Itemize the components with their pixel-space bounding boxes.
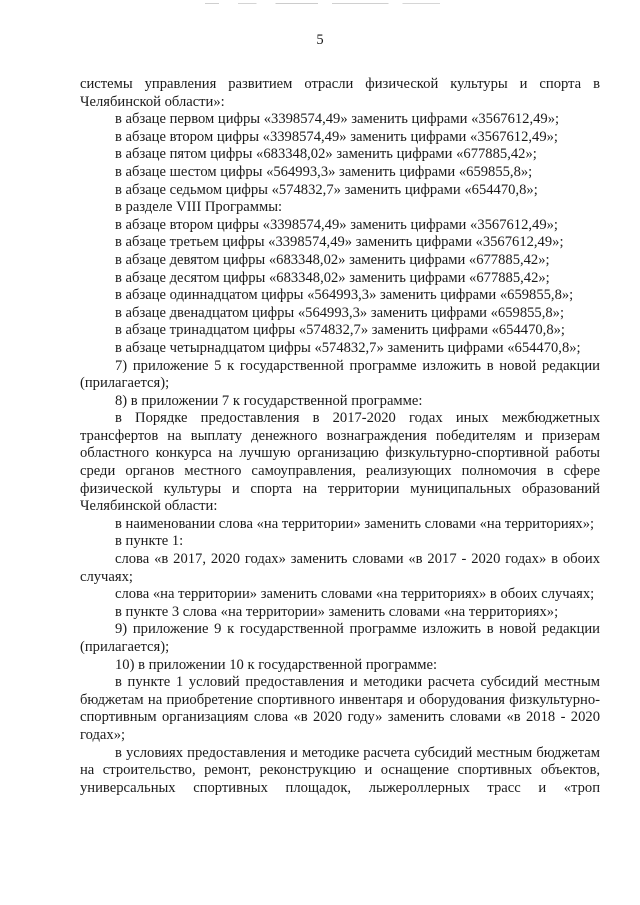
paragraph: слова «на территории» заменить словами «на территориях» в обоих случаях;	[115, 586, 595, 603]
paragraph: в абзаце тринадцатом цифры «574832,7» заменить цифрами «654470,8»;	[115, 322, 565, 339]
paragraph: в абзаце одиннадцатом цифры «564993,3» заменить цифрами «659855,8»;	[115, 287, 574, 304]
page-number: 5	[316, 32, 324, 48]
paragraph: в абзаце десятом цифры «683348,02» заменить цифрами «677885,42»;	[115, 269, 550, 286]
paragraph: в абзаце пятом цифры «683348,02» заменить цифрами «677885,42»;	[115, 146, 537, 163]
paragraph: в пункте 3 слова «на территории» заменить словами «на территориях»;	[115, 603, 559, 620]
document-body	[80, 76, 600, 797]
scan-artifact	[205, 3, 440, 4]
paragraph: в абзаце третьем цифры «3398574,49» заменить цифрами «3567612,49»;	[115, 234, 564, 251]
paragraph: слова «в 2017, 2020 годах» заменить словами «в 2017 - 2020 годах» в обоих случаях;	[80, 551, 600, 585]
paragraph: в пункте 1 условий предоставления и методики расчета субсидий местным бюджетам на приобретение спортивного инвентаря и оборудования физкультурно-спортивным организациям слова «в 2020 году» заменить словами «в 2018 - 2020 годах»;	[80, 674, 600, 743]
paragraph: в Порядке предоставления в 2017-2020 годах иных межбюджетных трансфертов на выплату денежного вознаграждения победителям и призерам областного конкурса на лучшую организацию физкультурно-спортивной работы среди органов местного самоуправления, реализующих полномочия в сфере физической культуры и спорта на территории муниципальных образований Челябинской области:	[80, 410, 600, 515]
paragraph: в разделе VIII Программы:	[115, 199, 283, 216]
paragraph: в условиях предоставления и методике расчета субсидий местным бюджетам на строительство, ремонт, реконструкцию и оснащение спортивных объектов, универсальных спортивных площадок, лыжероллерных трасс и «троп	[80, 744, 600, 796]
paragraph: 7) приложение 5 к государственной программе изложить в новой редакции (прилагается);	[80, 357, 600, 392]
paragraph: в абзаце втором цифры «3398574,49» заменить цифрами «3567612,49»;	[115, 216, 558, 233]
paragraph: системы управления развитием отрасли физической культуры и спорта в Челябинской области»:	[80, 76, 600, 110]
paragraph: в абзаце втором цифры «3398574,49» заменить цифрами «3567612,49»;	[115, 128, 558, 145]
paragraph: в абзаце седьмом цифры «574832,7» заменить цифрами «654470,8»;	[115, 181, 538, 198]
paragraph: 8) в приложении 7 к государственной программе:	[115, 392, 423, 409]
paragraph: 9) приложение 9 к государственной программе изложить в новой редакции (прилагается);	[80, 621, 600, 655]
paragraph: в абзаце шестом цифры «564993,3» заменить цифрами «659855,8»;	[115, 163, 533, 180]
paragraph: в абзаце двенадцатом цифры «564993,3» заменить цифрами «659855,8»;	[115, 304, 565, 321]
paragraph: 10) в приложении 10 к государственной программе:	[115, 656, 438, 673]
paragraph: в пункте 1:	[115, 533, 184, 550]
paragraph: в абзаце первом цифры «3398574,49» заменить цифрами «3567612,49»;	[115, 111, 560, 128]
paragraph: в наименовании слова «на территории» заменить словами «на территориях»;	[115, 515, 595, 532]
paragraph: в абзаце четырнадцатом цифры «574832,7» заменить цифрами «654470,8»;	[115, 339, 581, 356]
paragraph: в абзаце девятом цифры «683348,02» заменить цифрами «677885,42»;	[115, 251, 550, 268]
